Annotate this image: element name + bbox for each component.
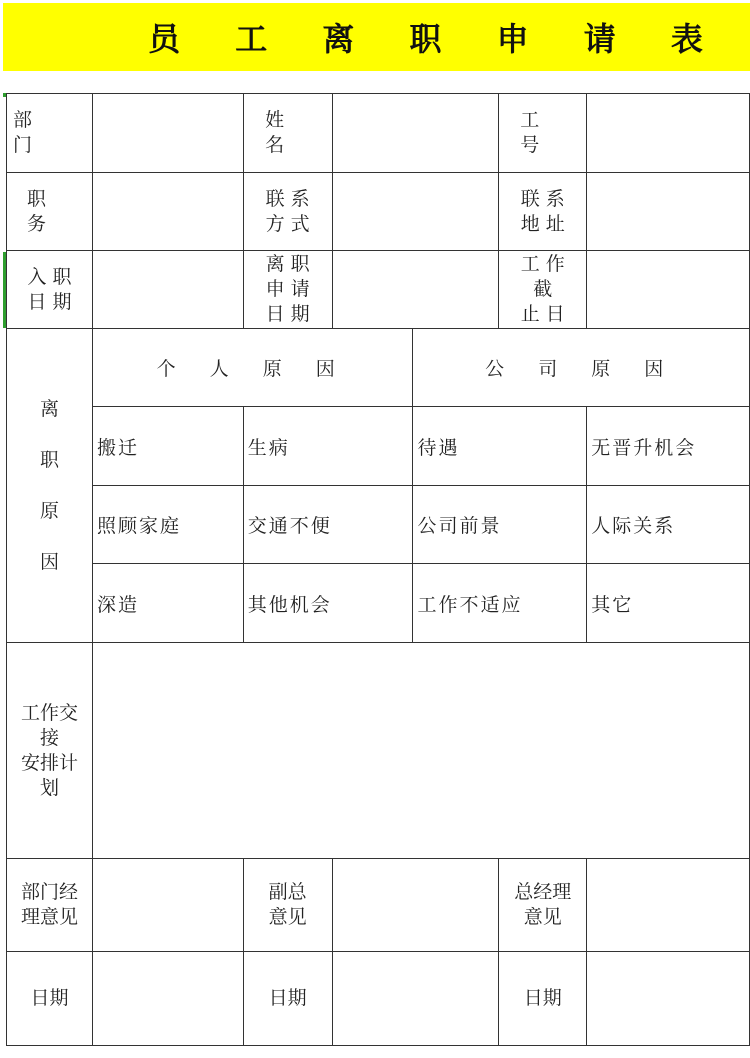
personal-reasons-header: 个 人 原 因 (92, 329, 413, 407)
title-bar (3, 3, 750, 71)
reason-option[interactable]: 公司前景 (413, 486, 587, 564)
label-gm-opinion: 总经理 意见 (499, 859, 587, 952)
row-reasons-header (7, 329, 750, 407)
label-contact-phone: 联 系 方 式 (243, 173, 332, 251)
gm-opinion-input-cell[interactable] (587, 859, 750, 952)
name-input-cell[interactable] (332, 94, 499, 173)
label-hire-date: 入 职 日 期 (7, 251, 93, 329)
row-contact (7, 173, 750, 251)
label-deputy-gm-opinion: 副总 意见 (243, 859, 332, 952)
reason-option[interactable]: 人际关系 (587, 486, 750, 564)
gm-date-input-cell[interactable] (587, 952, 750, 1046)
hire-date-input-cell[interactable] (92, 251, 243, 329)
deputy-gm-opinion-input-cell[interactable] (332, 859, 499, 952)
reason-option[interactable]: 交通不便 (243, 486, 413, 564)
label-date: 日期 (499, 952, 587, 1046)
leave-apply-date-input-cell[interactable] (332, 251, 499, 329)
position-input-cell[interactable] (92, 173, 243, 251)
label-leave-reason: 离 职 原 因 (7, 329, 93, 643)
row-basic-info (7, 94, 750, 173)
row-opinions (7, 859, 750, 952)
employee-no-input-cell[interactable] (587, 94, 750, 173)
row-dates (7, 251, 750, 329)
label-contact-address: 联 系 地 址 (499, 173, 587, 251)
row-handover (7, 643, 750, 859)
row-reason-options (7, 486, 750, 564)
deputy-gm-date-input-cell[interactable] (332, 952, 499, 1046)
form-title: 员 工 离 职 申 请 表 (148, 20, 725, 58)
reason-option[interactable]: 深造 (92, 564, 243, 643)
row-reason-options (7, 407, 750, 486)
label-date: 日期 (7, 952, 93, 1046)
reason-option[interactable]: 搬迁 (92, 407, 243, 486)
label-employee-no: 工 号 (499, 94, 587, 173)
reason-option[interactable]: 工作不适应 (413, 564, 587, 643)
row-reason-options (7, 564, 750, 643)
resignation-form-table (6, 93, 750, 1046)
contact-phone-input-cell[interactable] (332, 173, 499, 251)
reason-option[interactable]: 生病 (243, 407, 413, 486)
reason-option[interactable]: 待遇 (413, 407, 587, 486)
label-leave-apply-date: 离 职 申 请 日 期 (243, 251, 332, 329)
reason-option[interactable]: 照顾家庭 (92, 486, 243, 564)
label-name: 姓 名 (243, 94, 332, 173)
label-date: 日期 (243, 952, 332, 1046)
label-dept-manager-opinion: 部门经 理意见 (7, 859, 93, 952)
dept-manager-date-input-cell[interactable] (92, 952, 243, 1046)
label-handover-plan: 工作交 接 安排计 划 (7, 643, 93, 859)
label-department: 部 门 (7, 94, 93, 173)
reason-option[interactable]: 其它 (587, 564, 750, 643)
label-position: 职 务 (7, 173, 93, 251)
contact-address-input-cell[interactable] (587, 173, 750, 251)
reason-option[interactable]: 其他机会 (243, 564, 413, 643)
row-sign-dates (7, 952, 750, 1046)
company-reasons-header: 公 司 原 因 (413, 329, 750, 407)
reason-option[interactable]: 无晋升机会 (587, 407, 750, 486)
label-work-end-date: 工 作 截 止 日 (499, 251, 587, 329)
handover-plan-input-cell[interactable] (92, 643, 749, 859)
department-input-cell[interactable] (92, 94, 243, 173)
dept-manager-opinion-input-cell[interactable] (92, 859, 243, 952)
work-end-date-input-cell[interactable] (587, 251, 750, 329)
